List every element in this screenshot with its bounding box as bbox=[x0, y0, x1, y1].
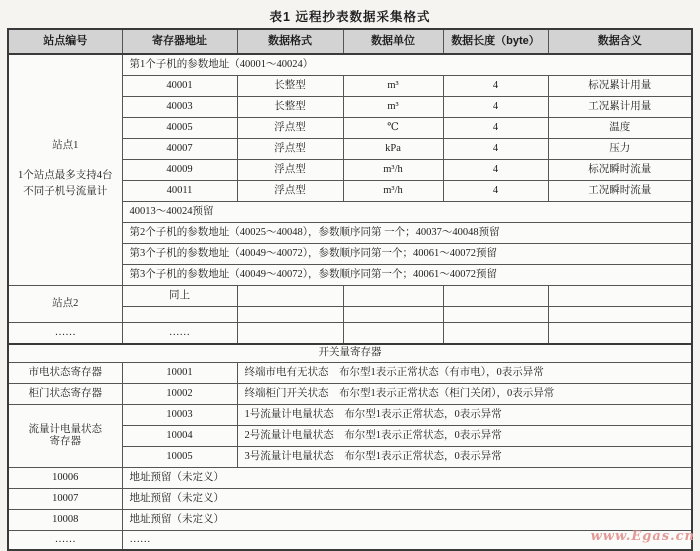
empty-cell bbox=[237, 323, 343, 345]
data-meaning-cell: 压力 bbox=[548, 139, 692, 160]
register-address-cell: 10008 bbox=[8, 510, 122, 531]
empty-cell bbox=[237, 286, 343, 307]
table-row bbox=[8, 54, 692, 76]
station1-note-line1: 1个站点最多支持4台 bbox=[18, 170, 113, 182]
meter-power-description-cell: 2号流量计电量状态 布尔型1表示正常状态，0表示异常 bbox=[237, 426, 692, 447]
door-status-label-cell: 柜门状态寄存器 bbox=[8, 384, 122, 405]
table-row bbox=[8, 468, 692, 489]
data-length-cell: 4 bbox=[443, 97, 548, 118]
reserved-description-cell: 地址预留（未定义） bbox=[122, 510, 692, 531]
empty-cell bbox=[443, 307, 548, 323]
empty-cell bbox=[443, 286, 548, 307]
section-title-row bbox=[8, 344, 692, 363]
register-address-cell: 40003 bbox=[122, 97, 237, 118]
station1-reserved-note: 40013～40024预留 bbox=[122, 202, 692, 223]
register-address-cell: 40009 bbox=[122, 160, 237, 181]
ellipsis-address-cell: …… bbox=[122, 323, 237, 345]
station1-group3-title: 第3个子机的参数地址（40049～40072），参数顺序同第一个；40061～40072预留 bbox=[122, 244, 692, 265]
meter-power-label-line2: 寄存器 bbox=[49, 436, 81, 447]
data-unit-cell: m³ bbox=[343, 97, 443, 118]
data-unit-cell: m³/h bbox=[343, 181, 443, 202]
register-address-cell: 10004 bbox=[122, 426, 237, 447]
register-address-cell: 40005 bbox=[122, 118, 237, 139]
door-status-description-cell: 终端柜门开关状态 布尔型1表示正常状态（柜门关闭），0表示异常 bbox=[237, 384, 692, 405]
register-address-cell: 10002 bbox=[122, 384, 237, 405]
data-meaning-cell: 标况累计用量 bbox=[548, 76, 692, 97]
table-row bbox=[8, 286, 692, 307]
empty-cell bbox=[443, 323, 548, 345]
station1-group4-title: 第3个子机的参数地址（40049～40072），参数顺序同第一个；40061～40072预留 bbox=[122, 265, 692, 286]
header-cell-register-address: 寄存器地址 bbox=[122, 29, 237, 54]
data-unit-cell: kPa bbox=[343, 139, 443, 160]
station2-same-as-above-cell: 同上 bbox=[122, 286, 237, 307]
empty-cell bbox=[343, 307, 443, 323]
table-row bbox=[8, 510, 692, 531]
table-row bbox=[8, 384, 692, 405]
table-row bbox=[8, 531, 692, 551]
mains-status-description-cell: 终端市电有无状态 布尔型1表示正常状态（有市电），0表示异常 bbox=[237, 363, 692, 384]
station1-group1-title: 第1个子机的参数地址（40001～40024） bbox=[122, 54, 692, 76]
table-header-row bbox=[8, 29, 692, 54]
data-unit-cell: ℃ bbox=[343, 118, 443, 139]
data-meaning-cell: 工况瞬时流量 bbox=[548, 181, 692, 202]
station1-name: 站点1 bbox=[52, 140, 79, 152]
empty-cell bbox=[548, 323, 692, 345]
data-format-cell: 浮点型 bbox=[237, 139, 343, 160]
ellipsis-station-cell: …… bbox=[8, 323, 122, 345]
register-address-cell: 10001 bbox=[122, 363, 237, 384]
data-meaning-cell: 标况瞬时流量 bbox=[548, 160, 692, 181]
data-unit-cell: m³ bbox=[343, 76, 443, 97]
station1-cell bbox=[8, 54, 122, 286]
header-cell-data-unit: 数据单位 bbox=[343, 29, 443, 54]
meter-data-table bbox=[7, 28, 693, 551]
data-format-cell: 长整型 bbox=[237, 97, 343, 118]
register-address-cell: 10005 bbox=[122, 447, 237, 468]
register-address-cell: 40007 bbox=[122, 139, 237, 160]
header-cell-data-length: 数据长度（byte） bbox=[443, 29, 548, 54]
station1-note-line2: 不同子机号流量计 bbox=[23, 186, 108, 198]
reserved-description-cell: 地址预留（未定义） bbox=[122, 489, 692, 510]
table-row bbox=[8, 323, 692, 345]
empty-cell bbox=[237, 307, 343, 323]
data-format-cell: 浮点型 bbox=[237, 160, 343, 181]
empty-cell bbox=[548, 286, 692, 307]
data-meaning-cell: 温度 bbox=[548, 118, 692, 139]
header-cell-station: 站点编号 bbox=[8, 29, 122, 54]
tail-ellipsis-address-cell: …… bbox=[8, 531, 122, 551]
empty-cell bbox=[343, 286, 443, 307]
meter-power-description-cell: 1号流量计电量状态 布尔型1表示正常状态，0表示异常 bbox=[237, 405, 692, 426]
data-length-cell: 4 bbox=[443, 160, 548, 181]
data-length-cell: 4 bbox=[443, 139, 548, 160]
data-format-cell: 长整型 bbox=[237, 76, 343, 97]
empty-cell bbox=[122, 307, 237, 323]
meter-power-label-line1: 流量计电量状态 bbox=[28, 423, 102, 435]
station2-cell: 站点2 bbox=[8, 286, 122, 323]
table-row bbox=[8, 405, 692, 426]
data-format-cell: 浮点型 bbox=[237, 118, 343, 139]
tail-ellipsis-description-cell: …… bbox=[122, 531, 692, 551]
data-meaning-cell: 工况累计用量 bbox=[548, 97, 692, 118]
table-title: 表1 远程抄表数据采集格式 bbox=[269, 10, 431, 24]
register-address-cell: 40011 bbox=[122, 181, 237, 202]
register-address-cell: 10003 bbox=[122, 405, 237, 426]
header-cell-data-format: 数据格式 bbox=[237, 29, 343, 54]
reserved-description-cell: 地址预留（未定义） bbox=[122, 468, 692, 489]
register-address-cell: 40001 bbox=[122, 76, 237, 97]
data-length-cell: 4 bbox=[443, 118, 548, 139]
table-row bbox=[8, 363, 692, 384]
switch-section-title: 开关量寄存器 bbox=[8, 344, 692, 363]
watermark-text: www.Egas.cn bbox=[590, 529, 695, 544]
header-cell-data-meaning: 数据含义 bbox=[548, 29, 692, 54]
data-length-cell: 4 bbox=[443, 76, 548, 97]
data-length-cell: 4 bbox=[443, 181, 548, 202]
meter-power-description-cell: 3号流量计电量状态 布尔型1表示正常状态，0表示异常 bbox=[237, 447, 692, 468]
station1-group2-title: 第2个子机的参数地址（40025～40048），参数顺序同第 一个；40037～40048预留 bbox=[122, 223, 692, 244]
meter-power-label-cell bbox=[8, 405, 122, 468]
data-unit-cell: m³/h bbox=[343, 160, 443, 181]
empty-cell bbox=[343, 323, 443, 345]
table-row bbox=[8, 489, 692, 510]
empty-cell bbox=[548, 307, 692, 323]
mains-status-label-cell: 市电状态寄存器 bbox=[8, 363, 122, 384]
data-format-cell: 浮点型 bbox=[237, 181, 343, 202]
register-address-cell: 10007 bbox=[8, 489, 122, 510]
register-address-cell: 10006 bbox=[8, 468, 122, 489]
